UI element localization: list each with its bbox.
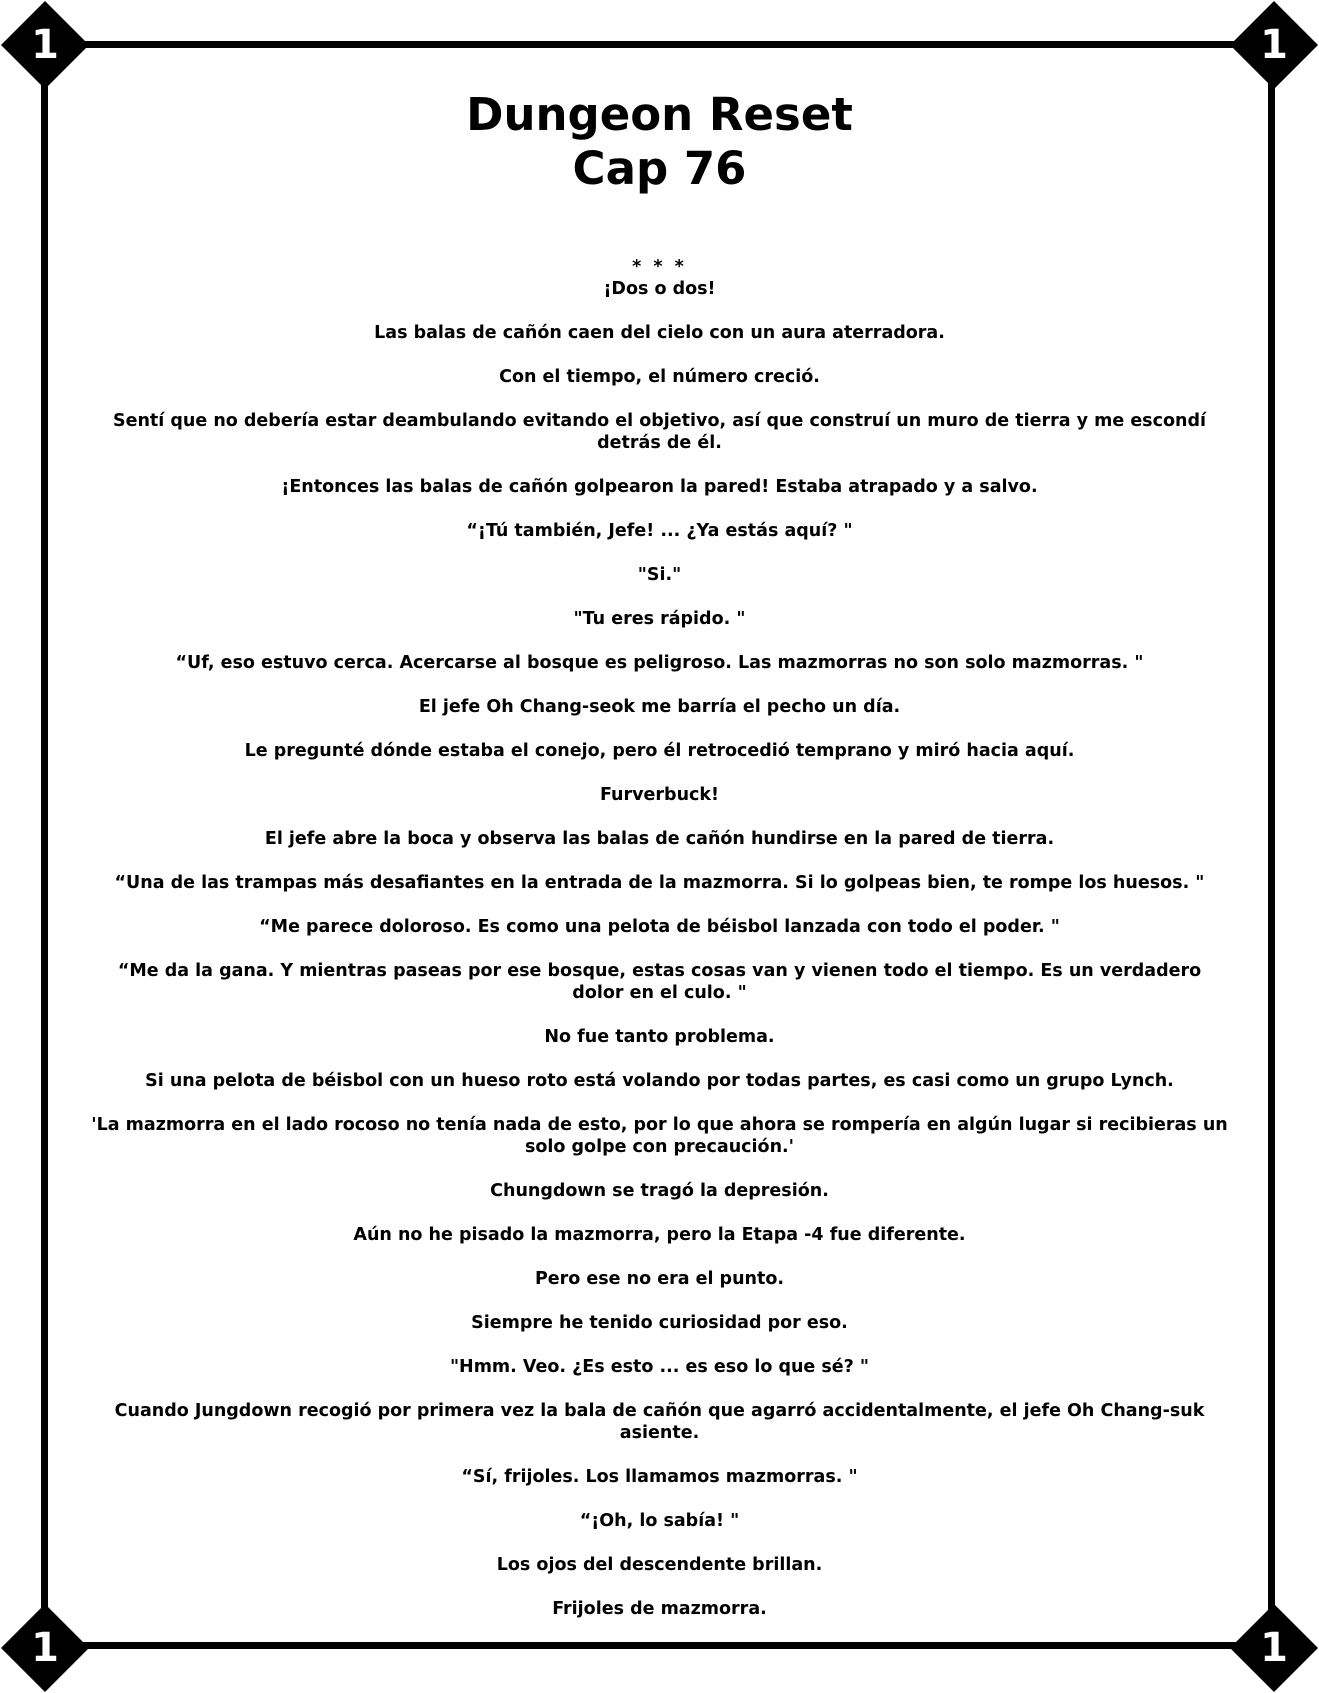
chapter-title: Cap 76	[572, 142, 747, 195]
story-paragraph: El jefe abre la boca y observa las balas de cañón hundirse en la pared de tierra.	[264, 829, 1055, 849]
story-paragraph: Sentí que no debería estar deambulando evitando el objetivo, así que construí un muro de tierra y me escondí detrás de él.	[113, 411, 1206, 453]
story-paragraph: ¡Entonces las balas de cañón golpearon la pared! Estaba atrapado y a salvo.	[281, 477, 1038, 497]
story-paragraph: Cuando Jungdown recogió por primera vez la bala de cañón que agarró accidentalmente, el jefe Oh Chang-suk asiente.	[114, 1401, 1205, 1443]
corner-number: 1	[31, 22, 59, 68]
chapter-text	[90, 256, 1229, 1642]
story-paragraph: Pero ese no era el punto.	[534, 1269, 785, 1289]
corner-badge-bottom-right	[1229, 1603, 1319, 1693]
corner-badge-top-right	[1229, 0, 1319, 90]
story-paragraph: “Sí, frijoles. Los llamamos mazmorras. "	[461, 1467, 858, 1487]
story-paragraph: “¡Tú también, Jefe! ... ¿Ya estás aquí? "	[466, 521, 853, 541]
story-paragraph: “Uf, eso estuvo cerca. Acercarse al bosque es peligroso. Las mazmorras no son solo mazmorras. "	[175, 653, 1144, 673]
story-paragraph: ¡Dos o dos!	[603, 279, 716, 299]
corner-number: 1	[1260, 22, 1288, 68]
corner-number: 1	[31, 1625, 59, 1671]
frame-border-left	[41, 44, 48, 1649]
story-paragraph: “Me da la gana. Y mientras paseas por ese bosque, estas cosas van y vienen todo el tiempo. Es un verdadero dolor en el culo. "	[117, 961, 1202, 1003]
story-paragraph: Chungdown se tragó la depresión.	[490, 1181, 829, 1201]
story-paragraph: Frijoles de mazmorra.	[552, 1599, 767, 1619]
story-paragraph: Le pregunté dónde estaba el conejo, pero él retrocedió temprano y miró hacia aquí.	[244, 741, 1075, 761]
story-paragraph: “Una de las trampas más desafiantes en la entrada de la mazmorra. Si lo golpeas bien, te rompe los huesos. "	[114, 873, 1205, 893]
frame-border-bottom	[44, 1642, 1275, 1649]
corner-badge-bottom-left	[0, 1603, 90, 1693]
page-title: Dungeon Reset	[466, 88, 853, 141]
story-paragraph: Los ojos del descendente brillan.	[496, 1555, 823, 1575]
story-paragraph: “Me parece doloroso. Es como una pelota de béisbol lanzada con todo el poder. "	[259, 917, 1060, 937]
section-separator: * * *	[632, 257, 687, 277]
story-paragraph: "Tu eres rápido. "	[573, 609, 746, 629]
frame-border-top	[44, 41, 1275, 48]
story-paragraph: “¡Oh, lo sabía! "	[579, 1511, 740, 1531]
story-paragraph: No fue tanto problema.	[544, 1027, 775, 1047]
story-paragraph: El jefe Oh Chang-seok me barría el pecho un día.	[418, 697, 901, 717]
story-paragraph: Furverbuck!	[599, 785, 720, 805]
page-header	[100, 88, 1219, 196]
frame-border-right	[1268, 44, 1275, 1649]
story-paragraph: Si una pelota de béisbol con un hueso roto está volando por todas partes, es casi como un grupo Lynch.	[145, 1071, 1174, 1091]
story-paragraph: Aún no he pisado la mazmorra, pero la Etapa -4 fue diferente.	[353, 1225, 966, 1245]
story-paragraph: "Si."	[637, 565, 682, 585]
story-paragraph: Siempre he tenido curiosidad por eso.	[471, 1313, 848, 1333]
story-paragraph: Las balas de cañón caen del cielo con un aura aterradora.	[374, 323, 945, 343]
story-paragraph: Con el tiempo, el número creció.	[499, 367, 820, 387]
corner-number: 1	[1260, 1625, 1288, 1671]
story-paragraph: 'La mazmorra en el lado rocoso no tenía nada de esto, por lo que ahora se rompería en algún lugar si recibieras un solo golpe con precaución.'	[91, 1115, 1228, 1157]
corner-badge-top-left	[0, 0, 90, 90]
story-paragraph: "Hmm. Veo. ¿Es esto ... es eso lo que sé? "	[449, 1357, 870, 1377]
